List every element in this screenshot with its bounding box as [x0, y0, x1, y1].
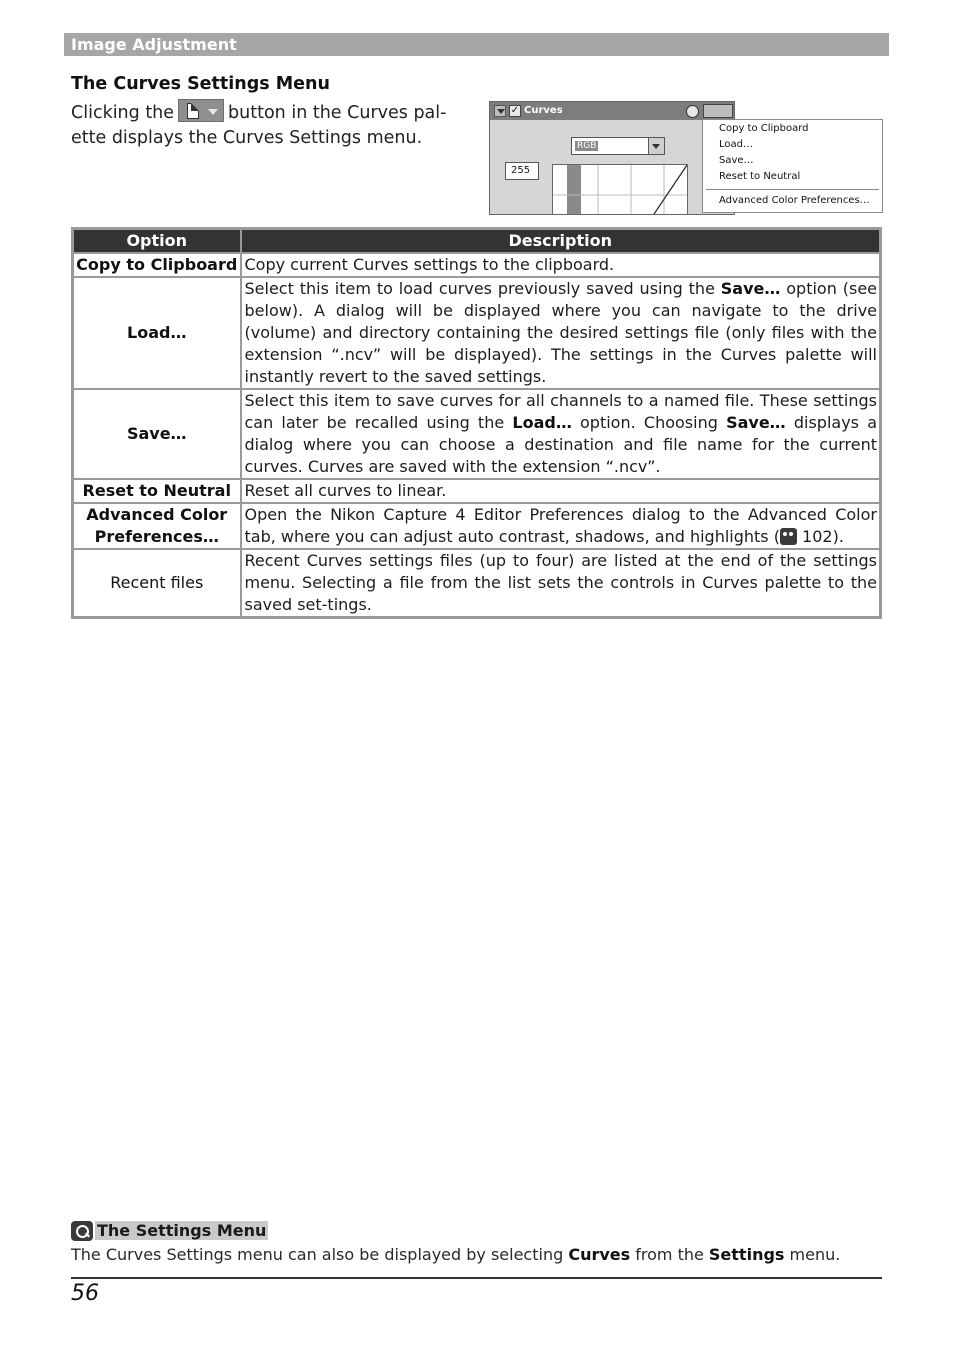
- menu-separator: [706, 189, 879, 190]
- curves-palette-screenshot: [489, 101, 735, 215]
- note-heading: [71, 1221, 268, 1242]
- options-table: [71, 227, 882, 619]
- section-title: The Curves Settings Menu: [71, 74, 330, 94]
- note-text: The Curves Settings menu can also be displayed by selecting Curves from the Settings menu.: [71, 1245, 841, 1264]
- palette-title: Curves: [524, 105, 563, 116]
- collapse-arrow-icon[interactable]: [494, 105, 506, 117]
- table-header-row: [73, 229, 881, 254]
- footer-rule: [71, 1277, 882, 1279]
- curves-graph[interactable]: [552, 164, 688, 215]
- curves-settings-menu: [702, 119, 883, 213]
- menu-item-advanced[interactable]: Advanced Color Preferences…: [719, 195, 870, 206]
- header-description: Description: [241, 229, 881, 254]
- description-cell: Select this item to save curves for all channels to a named file. These settings can later be recalled using the Load… option. Choosing Save… displays a dialog where you can choose a destination and file name for the current curves. Curves are saved with the extension “.ncv”.: [241, 389, 881, 479]
- chevron-down-icon: [648, 138, 664, 154]
- option-cell: Copy to Clipboard: [73, 253, 241, 277]
- note-title: The Settings Menu: [97, 1221, 267, 1240]
- channel-select[interactable]: [571, 137, 665, 155]
- menu-item-copy[interactable]: Copy to Clipboard: [719, 123, 809, 134]
- intro-line-2: ette displays the Curves Settings menu.: [71, 128, 423, 148]
- intro-text-before: Clicking the: [71, 103, 175, 123]
- palette-titlebar: [490, 102, 734, 120]
- menu-item-load[interactable]: Load…: [719, 139, 753, 150]
- section-header: Image Adjustment: [64, 33, 889, 56]
- channel-value: RGB: [577, 141, 597, 151]
- menu-item-save[interactable]: Save…: [719, 155, 754, 166]
- option-cell: Load…: [73, 277, 241, 389]
- table-row: [73, 277, 881, 389]
- page-reference-icon: [780, 528, 797, 545]
- header-option: Option: [73, 229, 241, 254]
- magnifier-icon: [71, 1221, 93, 1241]
- menu-item-reset[interactable]: Reset to Neutral: [719, 171, 801, 182]
- description-cell: Open the Nikon Capture 4 Editor Preferences dialog to the Advanced Color tab, where you can adjust auto contrast, shadows, and highlights ( 102).: [241, 503, 881, 549]
- option-cell: Reset to Neutral: [73, 479, 241, 503]
- page-number: 56: [71, 1281, 99, 1306]
- settings-menu-button-icon: [178, 99, 224, 122]
- option-cell: Save…: [73, 389, 241, 479]
- table-row: [73, 253, 881, 277]
- intro-paragraph: [71, 99, 471, 151]
- table-row: [73, 549, 881, 618]
- palette-enable-checkbox[interactable]: ✓: [510, 105, 520, 116]
- level-field[interactable]: 255: [505, 162, 539, 180]
- description-cell: Copy current Curves settings to the clipboard.: [241, 253, 881, 277]
- settings-menu-button[interactable]: [703, 104, 733, 118]
- description-cell: Recent Curves settings files (up to four) are listed at the end of the settings menu. Selecting a file from the list sets the controls in Curves palette to the saved set-tings.: [241, 549, 881, 618]
- description-cell: Reset all curves to linear.: [241, 479, 881, 503]
- table-row: [73, 503, 881, 549]
- curve-plot: [553, 165, 687, 215]
- option-cell: Advanced Color Preferences…: [73, 503, 241, 549]
- reset-circle-icon[interactable]: [686, 105, 699, 118]
- option-cell: Recent files: [73, 549, 241, 618]
- table-row: [73, 479, 881, 503]
- table-row: [73, 389, 881, 479]
- description-cell: Select this item to load curves previously saved using the Save… option (see below). A dialog will be displayed where you can navigate to the drive (volume) and directory containing the desired settings file (only files with the extension “.ncv” will be displayed). The settings in the Curves palette will instantly revert to the saved settings.: [241, 277, 881, 389]
- intro-text-after: button in the Curves pal-: [228, 103, 447, 123]
